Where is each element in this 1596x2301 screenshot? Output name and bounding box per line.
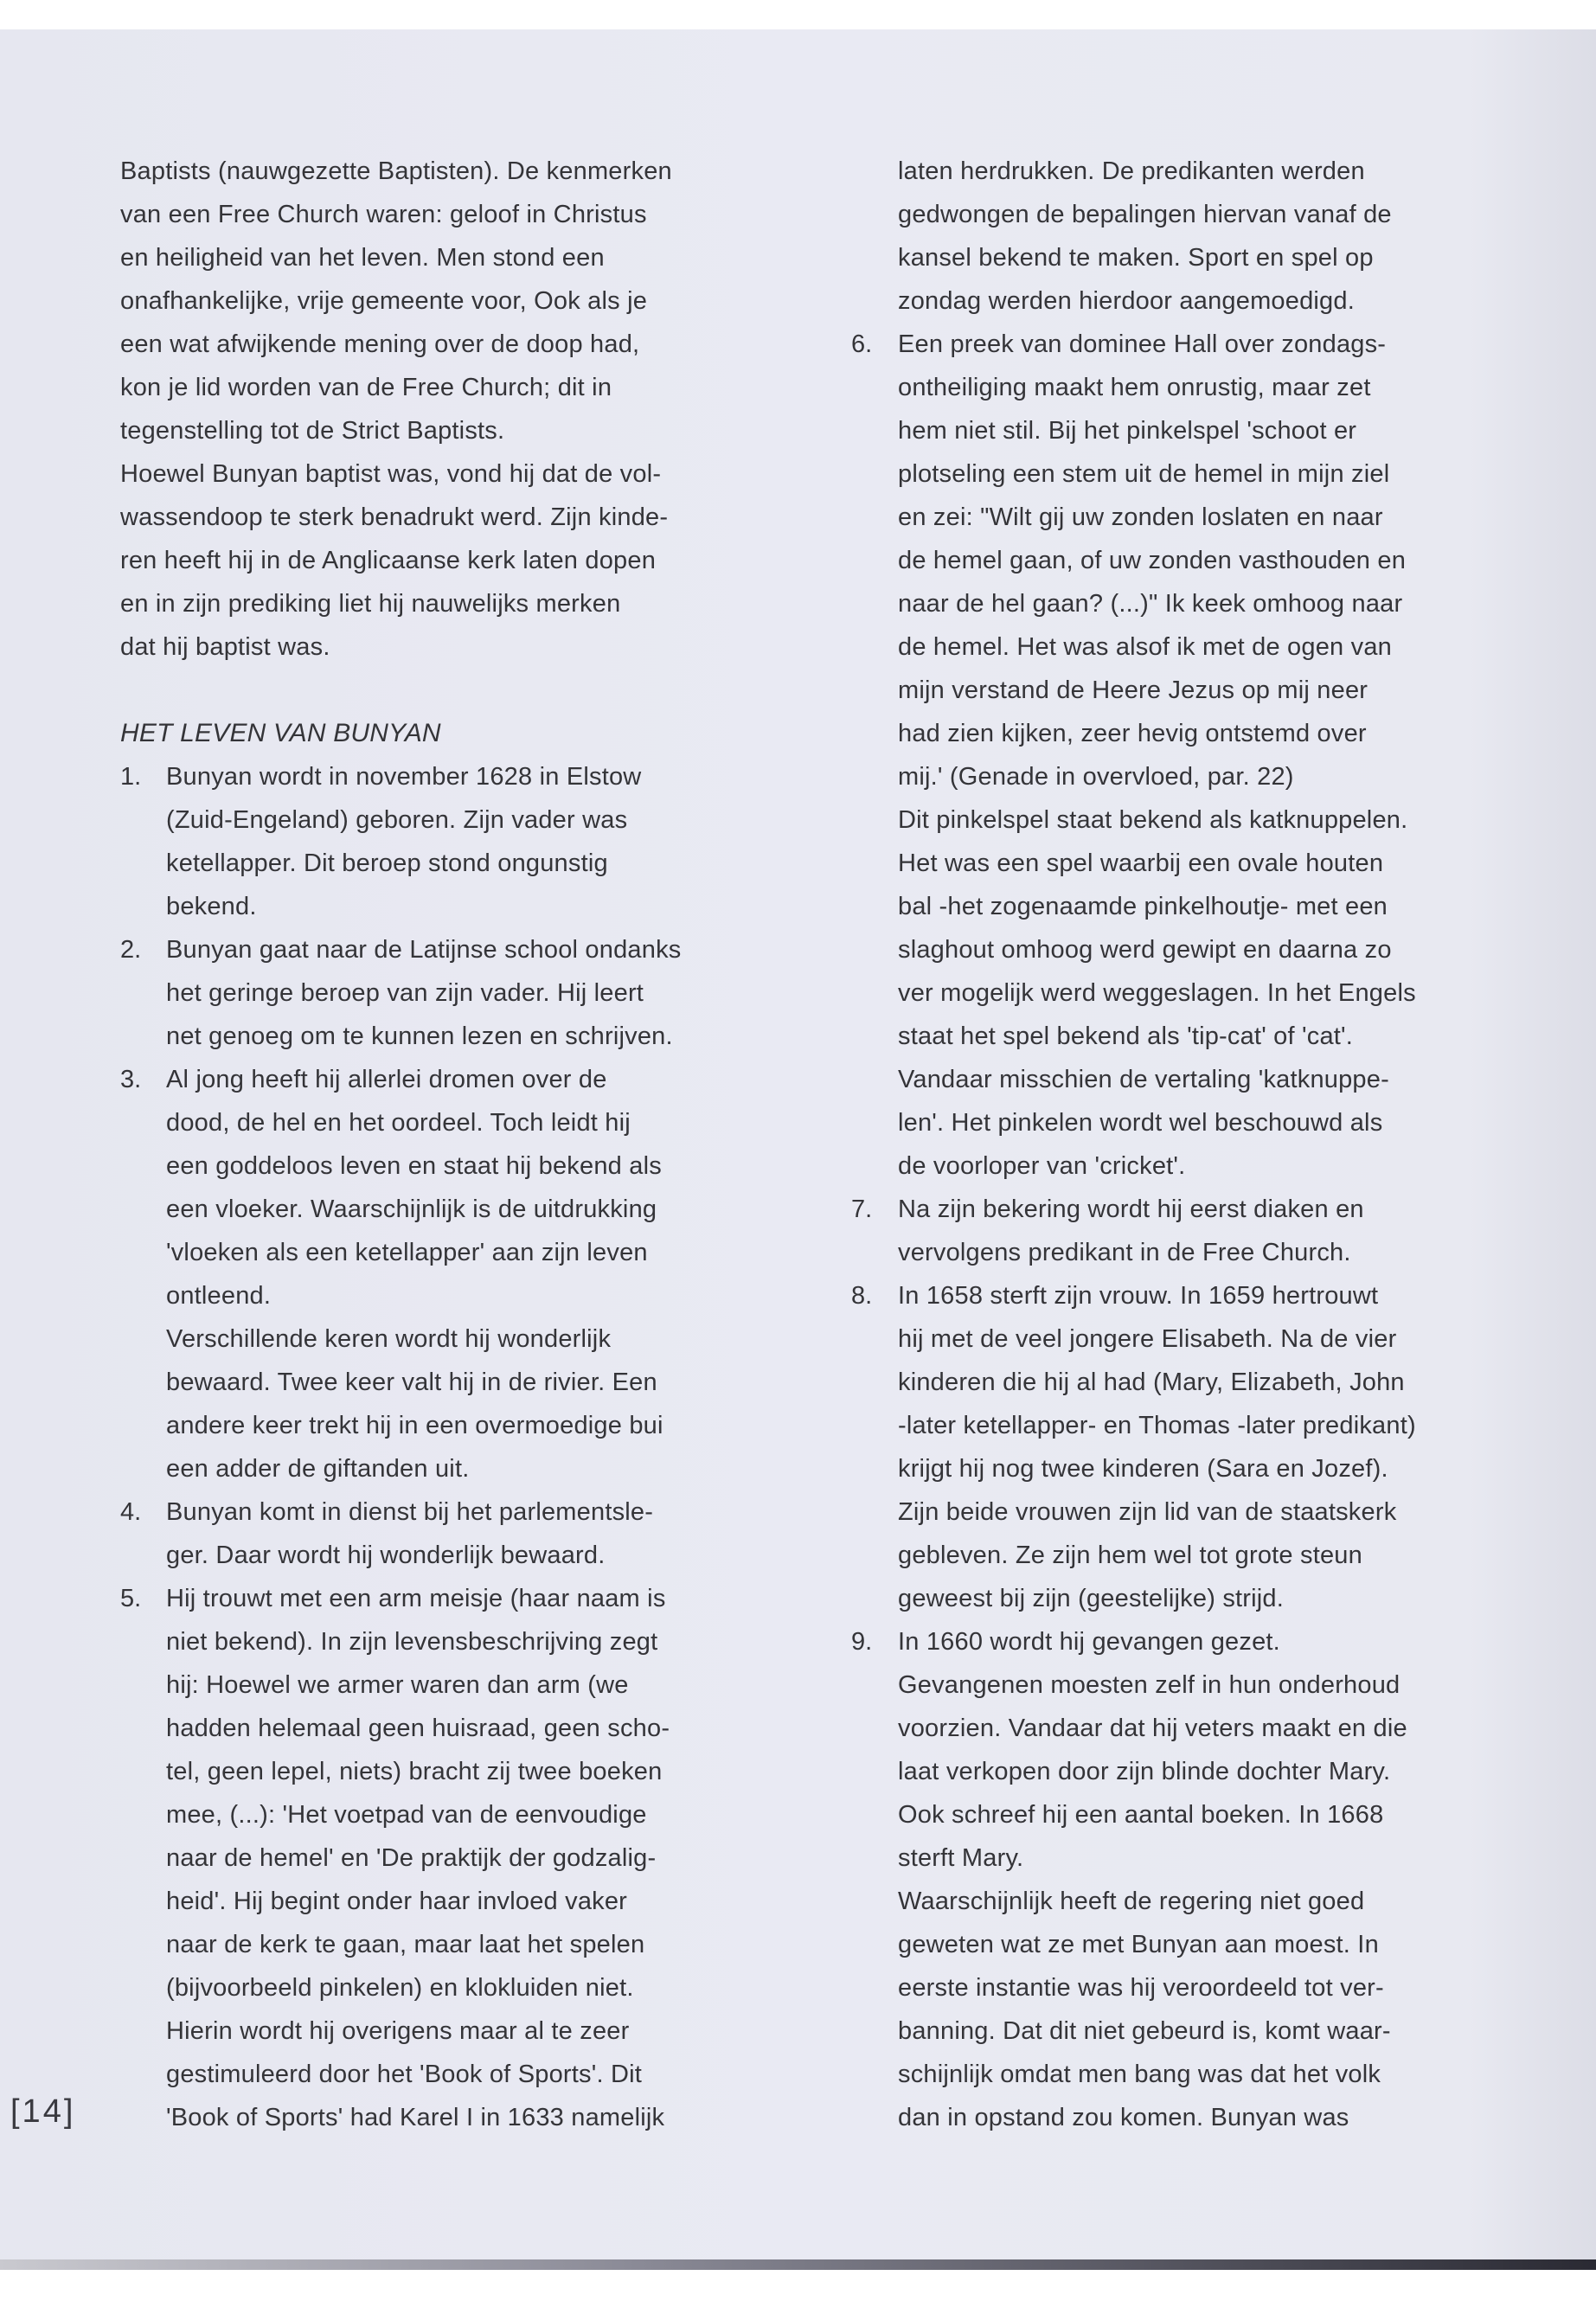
text-line: tel, geen lepel, niets) bracht zij twee boeken [166, 1758, 663, 1785]
text-line: kinderen die hij al had (Mary, Elizabeth, John [898, 1368, 1405, 1396]
text-line: Dit pinkelspel staat bekend als katknuppelen. [898, 806, 1408, 834]
page-number: [14] [10, 2093, 76, 2130]
page-bottom-edge [0, 2259, 1596, 2270]
text-line: naar de kerk te gaan, maar laat het spelen [166, 1931, 645, 1958]
text-line: Bunyan wordt in november 1628 in Elstow [166, 763, 642, 791]
text-line: staat het spel bekend als 'tip-cat' of 'cat'. [898, 1022, 1354, 1050]
text-line: zondag werden hierdoor aangemoedigd. [898, 287, 1355, 315]
text-line: Baptists (nauwgezette Baptisten). De kenmerken [120, 157, 672, 185]
text-line: van een Free Church waren: geloof in Christus [120, 201, 647, 228]
text-line: net genoeg om te kunnen lezen en schrijven. [166, 1022, 673, 1050]
text-line: gedwongen de bepalingen hiervan vanaf de [898, 201, 1392, 228]
text-line: ontheiliging maakt hem onrustig, maar zet [898, 374, 1371, 401]
text-line: had zien kijken, zeer hevig ontstemd over [898, 720, 1367, 747]
list-item-number: 8. [851, 1282, 873, 1310]
text-line: sterft Mary. [898, 1844, 1024, 1872]
text-line: banning. Dat dit niet gebeurd is, komt waar- [898, 2017, 1391, 2045]
text-line: andere keer trekt hij in een overmoedige bui [166, 1412, 663, 1439]
text-line: ontleend. [166, 1282, 272, 1310]
text-line: Zijn beide vrouwen zijn lid van de staatskerk [898, 1498, 1397, 1526]
text-line: naar de hemel' en 'De praktijk der godzalig- [166, 1844, 657, 1872]
text-line: Een preek van dominee Hall over zondags- [898, 330, 1387, 358]
text-line: Bunyan gaat naar de Latijnse school ondanks [166, 936, 682, 964]
text-line: hadden helemaal geen huisraad, geen scho- [166, 1715, 670, 1742]
list-item-number: 7. [851, 1195, 873, 1223]
text-line: (bijvoorbeeld pinkelen) en klokluiden niet. [166, 1974, 634, 2002]
list-item-number: 6. [851, 330, 873, 358]
text-line: de voorloper van 'cricket'. [898, 1152, 1186, 1180]
text-line: bewaard. Twee keer valt hij in de rivier. Een [166, 1368, 657, 1396]
text-line: naar de hel gaan? (...)" Ik keek omhoog naar [898, 590, 1403, 618]
text-line: geweten wat ze met Bunyan aan moest. In [898, 1931, 1379, 1958]
text-line: een wat afwijkende mening over de doop had, [120, 330, 640, 358]
text-line: heid'. Hij begint onder haar invloed vaker [166, 1888, 628, 1915]
text-line: Het was een spel waarbij een ovale houten [898, 849, 1384, 877]
text-line: mee, (...): 'Het voetpad van de eenvoudige [166, 1801, 647, 1829]
text-line: eerste instantie was hij veroordeeld tot ver- [898, 1974, 1384, 2002]
text-line: Vandaar misschien de vertaling 'katknuppe- [898, 1066, 1389, 1093]
text-line: een goddeloos leven en staat hij bekend als [166, 1152, 662, 1180]
text-line: dood, de hel en het oordeel. Toch leidt hij [166, 1109, 631, 1137]
text-line: bal -het zogenaamde pinkelhoutje- met een [898, 893, 1388, 920]
text-line: ren heeft hij in de Anglicaanse kerk laten dopen [120, 547, 657, 574]
text-line: Waarschijnlijk heeft de regering niet goed [898, 1888, 1365, 1915]
text-line: Bunyan komt in dienst bij het parlementsle- [166, 1498, 654, 1526]
text-line: slaghout omhoog werd gewipt en daarna zo [898, 936, 1392, 964]
text-line: gebleven. Ze zijn hem wel tot grote steun [898, 1541, 1362, 1569]
text-line: mij.' (Genade in overvloed, par. 22) [898, 763, 1294, 791]
text-line: gestimuleerd door het 'Book of Sports'. Dit [166, 2061, 642, 2088]
text-line: Hij trouwt met een arm meisje (haar naam is [166, 1585, 666, 1612]
text-line: Hoewel Bunyan baptist was, vond hij dat de vol- [120, 460, 662, 488]
text-line: Verschillende keren wordt hij wonderlijk [166, 1325, 612, 1353]
text-line: ver mogelijk werd weggeslagen. In het Engels [898, 979, 1416, 1007]
text-line: hij: Hoewel we armer waren dan arm (we [166, 1671, 629, 1699]
list-item-number: 5. [120, 1585, 142, 1612]
text-line: Al jong heeft hij allerlei dromen over de [166, 1066, 607, 1093]
text-line: Hierin wordt hij overigens maar al te zeer [166, 2017, 630, 2045]
text-line: Ook schreef hij een aantal boeken. In 1668 [898, 1801, 1384, 1829]
list-item-number: 9. [851, 1628, 873, 1656]
text-line: een adder de giftanden uit. [166, 1455, 470, 1483]
text-line: plotseling een stem uit de hemel in mijn ziel [898, 460, 1390, 488]
text-line: vervolgens predikant in de Free Church. [898, 1239, 1351, 1266]
text-line: krijgt hij nog twee kinderen (Sara en Jozef). [898, 1455, 1388, 1483]
text-line: en heiligheid van het leven. Men stond een [120, 244, 605, 272]
list-item-number: 4. [120, 1498, 142, 1526]
text-line: dat hij baptist was. [120, 633, 330, 661]
text-line: bekend. [166, 893, 257, 920]
text-line: (Zuid-Engeland) geboren. Zijn vader was [166, 806, 628, 834]
text-line: ketellapper. Dit beroep stond ongunstig [166, 849, 608, 877]
text-line: -later ketellapper- en Thomas -later predikant) [898, 1412, 1416, 1439]
text-line: laat verkopen door zijn blinde dochter Mary. [898, 1758, 1391, 1785]
list-item-number: 3. [120, 1066, 142, 1093]
text-line: en zei: "Wilt gij uw zonden loslaten en naar [898, 503, 1383, 531]
text-line: voorzien. Vandaar dat hij veters maakt en die [898, 1715, 1407, 1742]
text-line: 'vloeken als een ketellapper' aan zijn leven [166, 1239, 648, 1266]
text-line: dan in opstand zou komen. Bunyan was [898, 2104, 1349, 2131]
text-line: In 1658 sterft zijn vrouw. In 1659 hertrouwt [898, 1282, 1379, 1310]
text-line: hem niet stil. Bij het pinkelspel 'schoot er [898, 417, 1357, 445]
text-line: In 1660 wordt hij gevangen gezet. [898, 1628, 1280, 1656]
text-line: onafhankelijke, vrije gemeente voor, Ook als je [120, 287, 648, 315]
text-line: een vloeker. Waarschijnlijk is de uitdrukking [166, 1195, 657, 1223]
text-line: de hemel. Het was alsof ik met de ogen van [898, 633, 1392, 661]
text-line: geweest bij zijn (geestelijke) strijd. [898, 1585, 1284, 1612]
text-line: 'Book of Sports' had Karel I in 1633 namelijk [166, 2104, 665, 2131]
text-line: wassendoop te sterk benadrukt werd. Zijn kinde- [120, 503, 669, 531]
text-line: Na zijn bekering wordt hij eerst diaken en [898, 1195, 1364, 1223]
text-line: Gevangenen moesten zelf in hun onderhoud [898, 1671, 1401, 1699]
text-line: hij met de veel jongere Elisabeth. Na de vier [898, 1325, 1397, 1353]
text-line: laten herdrukken. De predikanten werden [898, 157, 1365, 185]
text-line: niet bekend). In zijn levensbeschrijving zegt [166, 1628, 658, 1656]
text-line: tegenstelling tot de Strict Baptists. [120, 417, 505, 445]
list-item-number: 1. [120, 763, 142, 791]
list-item-number: 2. [120, 936, 142, 964]
text-line: schijnlijk omdat men bang was dat het volk [898, 2061, 1381, 2088]
text-line: len'. Het pinkelen wordt wel beschouwd als [898, 1109, 1383, 1137]
text-line: mijn verstand de Heere Jezus op mij neer [898, 676, 1368, 704]
text-line: kansel bekend te maken. Sport en spel op [898, 244, 1374, 272]
text-line: en in zijn prediking liet hij nauwelijks merken [120, 590, 621, 618]
text-line: het geringe beroep van zijn vader. Hij leert [166, 979, 644, 1007]
section-heading: HET LEVEN VAN BUNYAN [120, 719, 441, 747]
text-line: kon je lid worden van de Free Church; dit in [120, 374, 612, 401]
text-line: ger. Daar wordt hij wonderlijk bewaard. [166, 1541, 606, 1569]
text-line: de hemel gaan, of uw zonden vasthouden en [898, 547, 1407, 574]
